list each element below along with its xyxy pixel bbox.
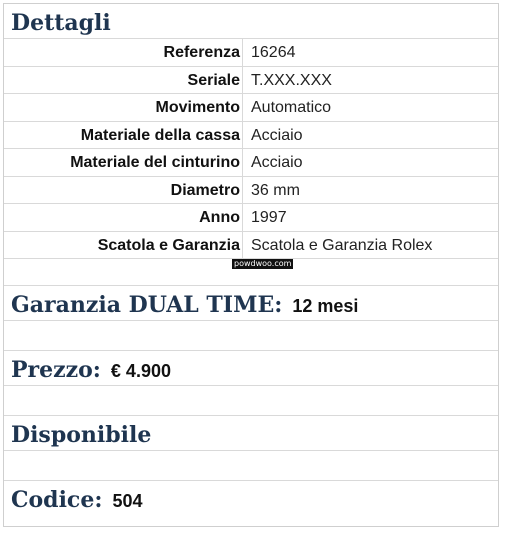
detail-value: Acciaio xyxy=(251,154,303,171)
detail-label: Diametro xyxy=(4,177,243,204)
spacer-row xyxy=(4,451,498,481)
detail-row-diametro xyxy=(4,177,498,205)
price-value: € 4.900 xyxy=(110,361,171,381)
detail-label: Materiale del cinturino xyxy=(4,149,243,176)
detail-row-materiale-cassa xyxy=(4,122,498,150)
detail-row-scatola-garanzia xyxy=(4,232,498,260)
detail-value: 36 mm xyxy=(251,181,300,199)
warranty-row xyxy=(4,286,498,321)
detail-row-materiale-cinturino xyxy=(4,149,498,177)
price-label: Prezzo: xyxy=(11,357,101,383)
title-row xyxy=(4,4,498,39)
warranty-label: Garanzia DUAL TIME: xyxy=(11,292,283,318)
detail-value: 16264 xyxy=(251,44,296,61)
detail-value: 1997 xyxy=(251,209,287,226)
availability-row xyxy=(4,416,498,451)
detail-value: Acciaio xyxy=(251,126,303,144)
detail-value: T.XXX.XXX xyxy=(251,71,332,89)
detail-label: Seriale xyxy=(4,67,243,94)
detail-label: Materiale della cassa xyxy=(4,122,243,149)
detail-label: Movimento xyxy=(4,94,243,121)
detail-row-movimento xyxy=(4,94,498,122)
spacer-row xyxy=(4,386,498,416)
detail-label: Anno xyxy=(4,204,243,231)
code-row xyxy=(4,481,498,516)
warranty-value: 12 mesi xyxy=(292,296,359,316)
detail-label: Scatola e Garanzia xyxy=(4,232,243,259)
code-value: 504 xyxy=(112,491,143,511)
spacer-row xyxy=(4,321,498,351)
section-title: Dettagli xyxy=(11,10,111,36)
watermark-row xyxy=(4,259,498,286)
detail-label: Referenza xyxy=(4,39,243,66)
detail-value: Scatola e Garanzia Rolex xyxy=(251,236,433,254)
detail-row-anno xyxy=(4,204,498,232)
code-label: Codice: xyxy=(11,487,103,513)
availability-label: Disponibile xyxy=(11,422,152,448)
price-row xyxy=(4,351,498,386)
details-table xyxy=(3,3,499,527)
detail-row-seriale xyxy=(4,67,498,95)
detail-row-referenza xyxy=(4,39,498,67)
watermark-label: powdwoo.com xyxy=(234,259,292,268)
detail-value: Automatico xyxy=(251,99,332,116)
